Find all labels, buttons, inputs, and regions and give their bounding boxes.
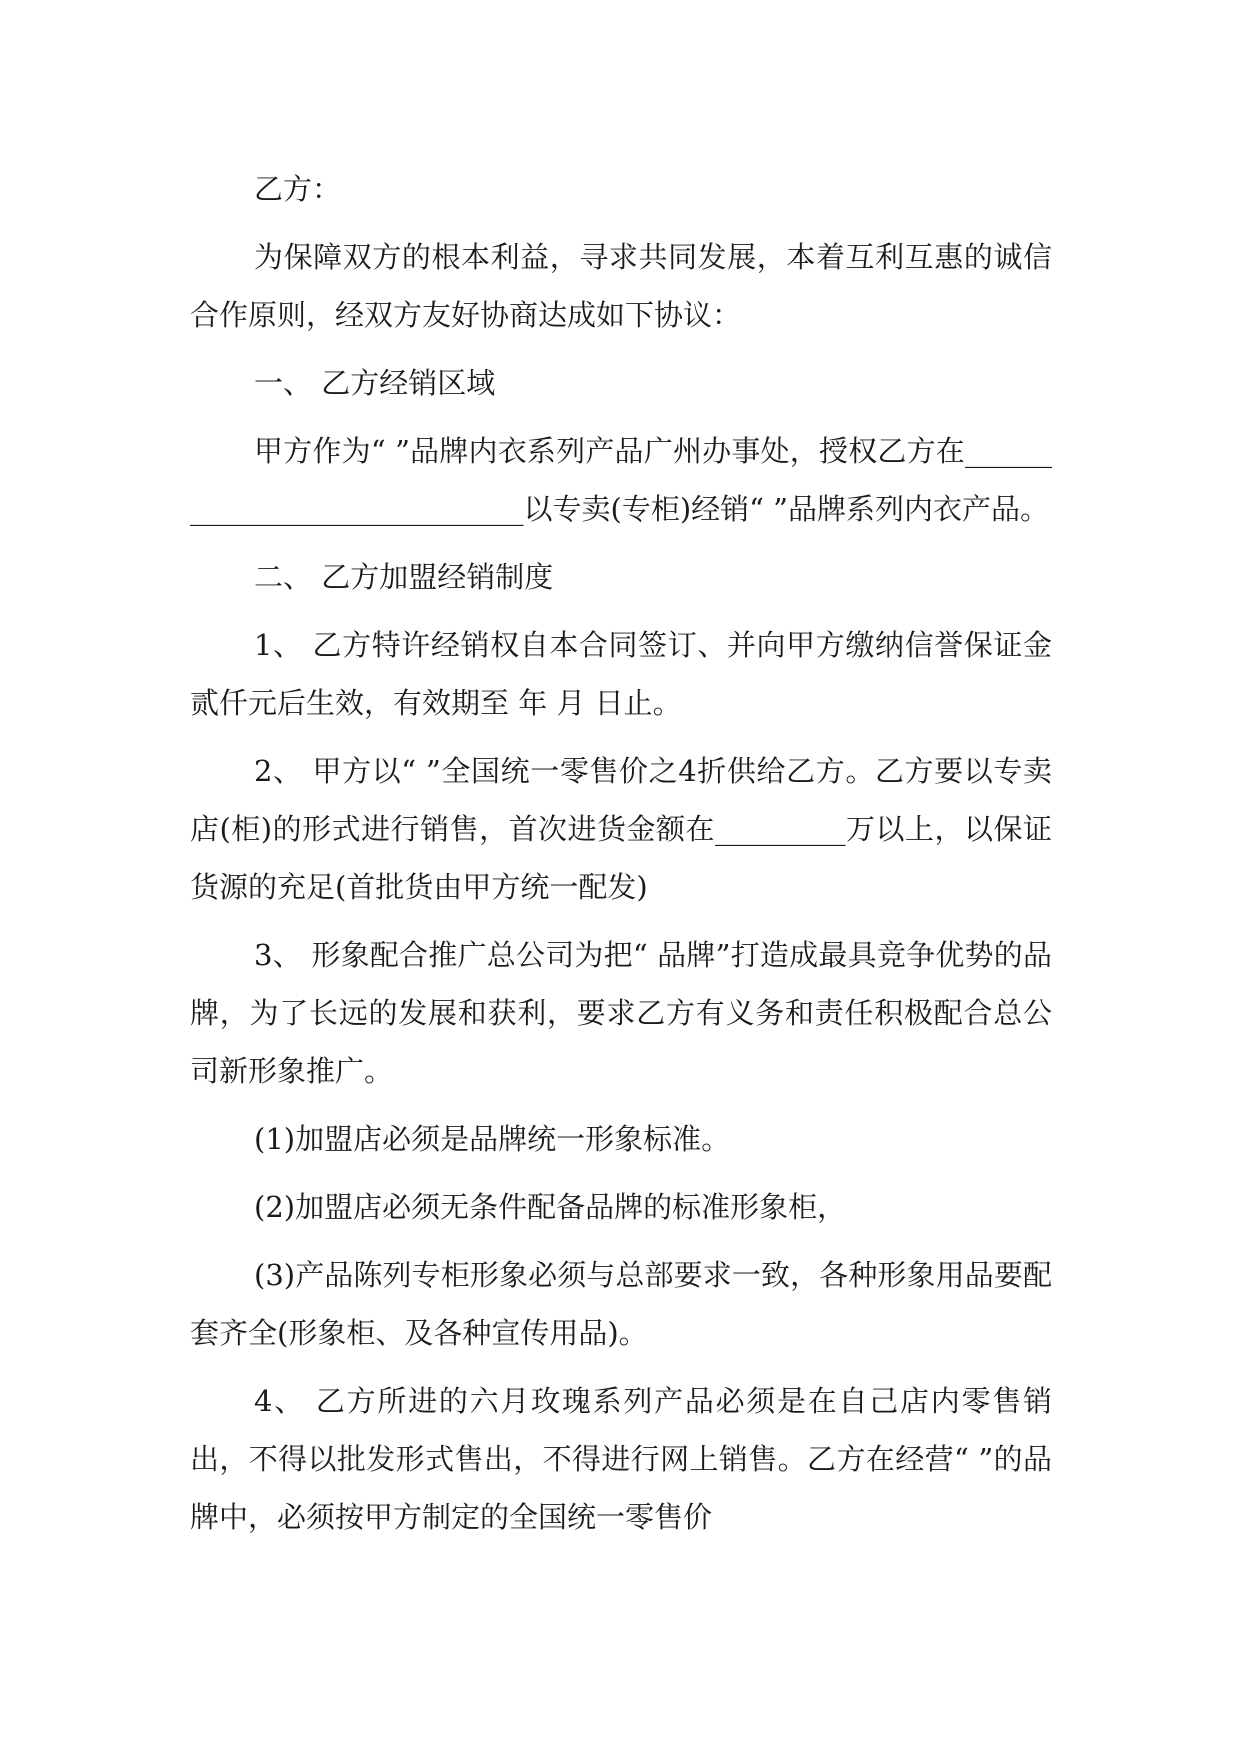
section-heading-1: 一、 乙方经销区域: [254, 366, 496, 400]
clause-1: 1、 乙方特许经销权自本合同签订、并向甲方缴纳信誉保证金贰仟元后生效，有效期至 年 月 日止。: [190, 628, 1052, 720]
document-page: [190, 160, 1052, 1546]
clause-4: 4、 乙方所进的六月玫瑰系列产品必须是在自己店内零售销出，不得以批发形式售出，不得进行网上销售。乙方在经营“ ”的品牌中，必须按甲方制定的全国统一零售价: [190, 1384, 1052, 1534]
party-b-label: 乙方：: [254, 172, 342, 206]
clause-2: 2、 甲方以“ ”全国统一零售价之4折供给乙方。乙方要以专卖店(柜)的形式进行销售，首次进货金额在_________万以上，以保证货源的充足(首批货由甲方统一配发): [190, 754, 1052, 904]
clause-3-item-3: (3)产品陈列专柜形象必须与总部要求一致，各种形象用品要配套齐全(形象柜、及各种宣传用品)。: [190, 1258, 1052, 1350]
preamble-paragraph: 为保障双方的根本利益，寻求共同发展，本着互利互惠的诚信合作原则，经双方友好协商达成如下协议：: [190, 240, 1052, 332]
clause-3-item-1: (1)加盟店必须是品牌统一形象标准。: [254, 1122, 731, 1156]
section-1-body: 甲方作为“ ”品牌内衣系列产品广州办事处，授权乙方在_____________________________以专卖(专柜)经销“ ”品牌系列内衣产品。: [190, 434, 1052, 526]
clause-3: 3、 形象配合推广总公司为把“ 品牌”打造成最具竞争优势的品牌，为了长远的发展和获利，要求乙方有义务和责任积极配合总公司新形象推广。: [190, 938, 1052, 1088]
section-heading-2: 二、 乙方加盟经销制度: [254, 560, 554, 594]
clause-3-item-2: (2)加盟店必须无条件配备品牌的标准形象柜，: [254, 1190, 847, 1224]
